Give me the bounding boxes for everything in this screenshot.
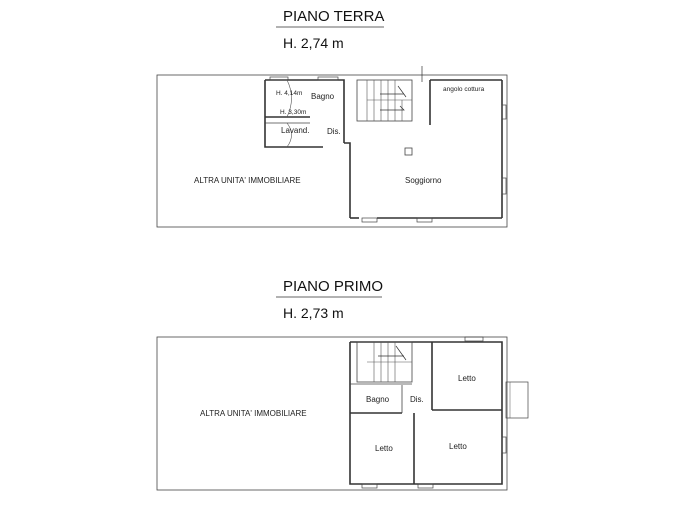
living-left-wall (344, 143, 350, 218)
ground-label-soggiorno: Soggiorno (405, 176, 442, 185)
ground-floor-plan (157, 66, 507, 227)
first-label-letto-3: Letto (449, 442, 467, 451)
ground-floor-header (276, 8, 384, 51)
stair-arrow-down (380, 106, 404, 110)
ground-label-height-2: H. 3,30m (280, 109, 307, 116)
first-window-top (465, 337, 483, 341)
window-bottom-1 (362, 218, 377, 222)
first-label-dis: Dis. (410, 395, 424, 404)
living-column (405, 148, 412, 155)
first-label-altra-unita: ALTRA UNITA' IMMOBILIARE (200, 409, 307, 418)
stair-arrow-2b (396, 346, 406, 360)
first-floor-header (276, 278, 383, 321)
ground-label-height-1: H. 4,14m (276, 90, 303, 97)
balcony (506, 382, 528, 418)
ground-label-bagno: Bagno (311, 92, 335, 101)
first-label-letto-1: Letto (458, 374, 476, 383)
first-floor-plan (157, 337, 528, 490)
ground-floor-height: H. 2,74 m (283, 35, 344, 51)
first-floor-height: H. 2,73 m (283, 305, 344, 321)
stair-arrow-diag (398, 86, 406, 97)
ground-label-dis: Dis. (327, 127, 341, 136)
first-label-letto-2: Letto (375, 444, 393, 453)
ground-label-angolo-cottura: angolo cottura (443, 86, 485, 93)
ground-stair-box (357, 80, 412, 121)
ground-label-altra-unita: ALTRA UNITA' IMMOBILIARE (194, 176, 301, 185)
first-floor-title: PIANO PRIMO (283, 278, 384, 295)
first-label-bagno: Bagno (366, 395, 390, 404)
ground-label-lavand: Lavand. (281, 126, 310, 135)
ground-floor-title: PIANO TERRA (283, 8, 385, 25)
